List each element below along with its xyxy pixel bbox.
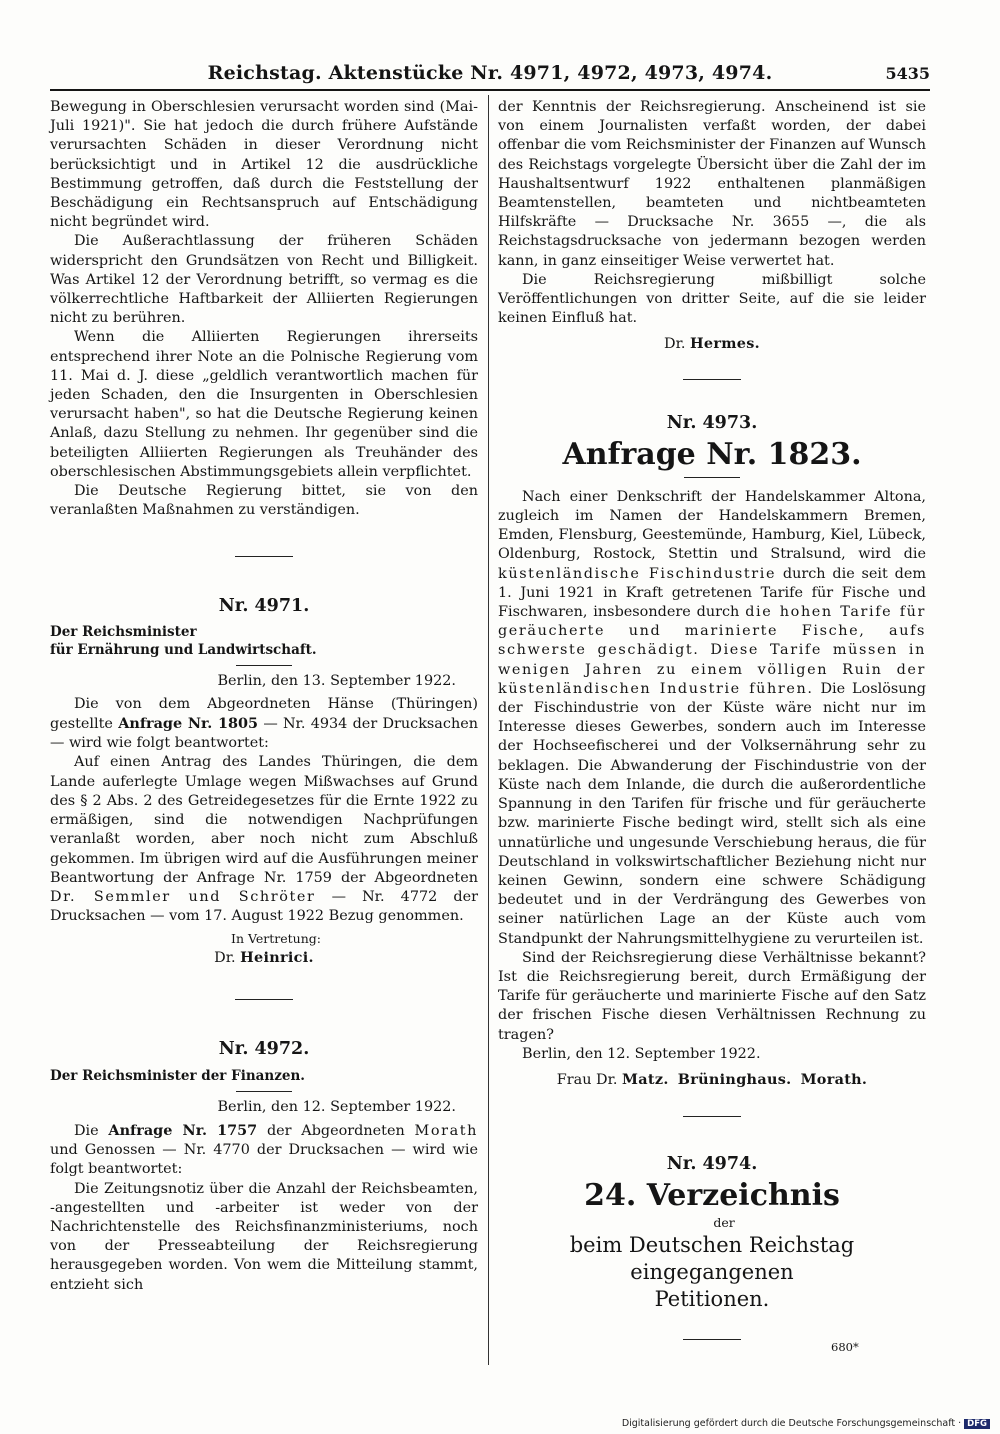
header-title: Reichstag. Aktenstücke Nr. 4971, 4972, 4973, 4974.: [207, 62, 773, 84]
right-column: [498, 98, 926, 1340]
nr-4971-representation: In Vertretung:: [231, 931, 321, 947]
nr-4974-subtitle-line-2: Petitionen.: [654, 1287, 770, 1312]
header-rule: [50, 89, 930, 91]
nr-4974-title: 24. Verzeichnis: [584, 1178, 840, 1214]
intro-paragraph-1: Bewegung in Oberschlesien verursacht worden sind (Mai-Juli 1921)". Sie hat jedoch die durch frühere Aufstände verursachten Schäden in dieser Verordnung nicht berücksichtigt und in Artikel 12 die ausdrückliche Bestimmung getroffen, daß durch die Feststellung der Beschädigung ein Rechtsanspruch auf Entschädigung nicht begründet wird.: [50, 99, 478, 231]
deputy-names: Dr. Semmler und Schröter: [50, 888, 316, 905]
nr-4974-der: der: [713, 1215, 735, 1231]
nr-4973-paragraph-2: Sind der Reichsregierung diese Verhältnisse bekannt? Ist die Reichsregierung bereit, durch Ermäßigung der Tarife für geräucherte und marinierte Fische auf den Satz der frischen Fische diesen Verhältnissen Rechnung zu tragen?: [498, 949, 926, 1043]
page-foot-mark: 680*: [831, 1340, 859, 1354]
nr-4972-signature: Dr. Hermes.: [664, 335, 760, 353]
page-header: [50, 62, 930, 88]
nr-4973-title: Anfrage Nr. 1823.: [562, 436, 862, 472]
inquiry-reference: Anfrage Nr. 1805: [118, 715, 259, 733]
nr-4971-sender-line-1: Der Reichsminister: [50, 623, 197, 640]
nr-4972-continued-paragraph-2: Die Reichsregierung mißbilligt solche Veröffentlichungen von dritter Seite, auf die sie leider keinen Einfluß hat.: [498, 271, 926, 327]
page-number: 5435: [885, 64, 930, 83]
nr-4973-paragraph-1: Nach einer Denkschrift der Handelskammer Altona, zugleich im Namen der Handelskammern Bremen, Emden, Flensburg, Geestemünde, Hamburg, Kiel, Lübeck, Oldenburg, Rostock, Stettin und Stralsund, wird die küstenländische Fischindustrie durch die seit dem 1. Juni 1921 in Kraft getretenen Tarife für Fische und Fischwaren, insbesondere durch die hohen Tarife für geräucherte und marinierte Fische, aufs schwerste geschädigt. Diese Tarife müssen in wenigen Jahren zu einem völligen Ruin der küstenländischen Industrie führen. Die Loslösung der Fischindustrie von der Küste wäre nicht nur im Interesse dieses Gewerbes, sondern auch im Interesse der Hochseefischerei und der Volksernährung sehr zu beklagen. Die Abwanderung der Fischindustrie von der Küste nach dem Inlande, die durch die außerordentliche Spannung in den Tarifen für frische und für geräucherte bzw. marinierte Fische bedingt wird, stellt sich als eine unnatürliche und ungesunde Verschiebung heraus, die für Deutschland in volkswirtschaftlicher Beziehung nicht nur keinen Gewinn, sondern eine schwere Schädigung bedeutet und in der Verdrängung des Gewerbes von seiner natürlichen Lage an der Küste auch vom Standpunkt der Nahrungsmittelhygiene zu verurteilen ist.: [498, 488, 927, 947]
intro-paragraph-4: Die Deutsche Regierung bittet, sie von den veranlaßten Maßnahmen zu verständigen.: [50, 483, 478, 519]
nr-4972-continued-paragraph-1: der Kenntnis der Reichsregierung. Anscheinend ist sie von einem Journalisten verfaßt worden, der dabei offenbar die vom Reichsminister der Finanzen auf Wunsch des Reichstags vorgelegte Übersicht über die Zahl der im Haushaltsentwurf 1922 enthaltenen planmäßigen Beamtenstellen, beamteten und nichtbeamteten Hilfskräfte — Drucksache Nr. 3655 —, die als Reichstagsdrucksache von jedermann bezogen werden kann, in ganz einseitiger Weise verwertet hat.: [498, 99, 926, 269]
nr-4973-signatures: Frau Dr. Matz. Brüninghaus. Morath.: [556, 1070, 868, 1088]
nr-4974-subtitle-line-1: beim Deutschen Reichstag eingegangenen: [569, 1233, 855, 1285]
nr-4971-paragraph-2: Auf einen Antrag des Landes Thüringen, die dem Lande auferlegte Umlage wegen Mißwachses auf Grund des § 2 Abs. 2 des Getreidegesetzes für die Ernte 1922 zu ermäßigen, sind die notwendigen Nachprüfungen veranlaßt worden, aber noch nicht zum Abschluß gekommen. Im übrigen wird auf die Ausführungen meiner Beantwortung der Anfrage Nr. 1759 der Abgeordneten Dr. Semmler und Schröter — Nr. 4772 der Drucksachen — vom 17. August 1922 Bezug genommen.: [50, 754, 479, 925]
intro-paragraph-3: Wenn die Alliierten Regierungen ihrerseits entsprechend ihrer Note an die Polnische Regierung vom 11. Mai d. J. diese „geldlich verantwortlich machen für jeden Schaden, den die Insurgenten in Oberschlesien verursacht haben", so hat die Deutsche Regierung keinen Anlaß, dazu Stellung zu nehmen. Ihr gegenüber sind die beteiligten Alliierten Regierungen als Treuhänder des oberschlesischen Abstimmungsgebiets allein verpflichtet.: [50, 329, 478, 480]
left-column: [50, 98, 478, 1295]
inquiry-reference: Anfrage Nr. 1757: [108, 1121, 258, 1139]
digitization-footer: [622, 1418, 990, 1429]
nr-4971-signature: Dr. Heinrici.: [214, 949, 314, 967]
nr-4972-date: Berlin, den 12. September 1922.: [217, 1098, 456, 1115]
nr-4972-sender: Der Reichsminister der Finanzen.: [50, 1067, 305, 1084]
column-divider: [488, 95, 489, 1365]
section-separator: [683, 1339, 741, 1340]
nr-4971-heading: Nr. 4971.: [218, 596, 310, 617]
nr-4971-paragraph-1: Die von dem Abgeordneten Hänse (Thüringen) gestellte Anfrage Nr. 1805 — Nr. 4934 der Drucksachen — wird wie folgt beantwortet:: [50, 695, 479, 752]
nr-4972-paragraph-1: Die Anfrage Nr. 1757 der Abgeordneten Morath und Genossen — Nr. 4770 der Drucksachen — wird wie folgt beantwortet:: [50, 1121, 479, 1178]
nr-4972-heading: Nr. 4972.: [218, 1038, 310, 1059]
dfg-logo: DFG: [964, 1419, 990, 1429]
nr-4972-paragraph-2: Die Zeitungsnotiz über die Anzahl der Reichsbeamten, -angestellten und -arbeiter ist weder von der Nachrichtenstelle des Reichsfinanzministeriums, noch von der Presseabteilung der Reichsregierung herausgegeben worden. Von wem die Mitteilung stammt, entzieht sich: [50, 1180, 478, 1293]
intro-paragraph-2: Die Außerachtlassung der früheren Schäden widerspricht den Grundsätzen von Recht und Billigkeit. Was Artikel 12 der Verordnung betrifft, so vermag es die völkerrechtliche Haftbarkeit der Alliierten Regierungen nicht zu berühren.: [50, 233, 478, 327]
deputy-names: Morath: [414, 1122, 479, 1139]
nr-4971-sender-line-2: für Ernährung und Landwirtschaft.: [50, 641, 317, 658]
nr-4971-date: Berlin, den 13. September 1922.: [217, 672, 456, 689]
nr-4973-heading: Nr. 4973.: [666, 412, 758, 433]
nr-4973-date: Berlin, den 12. September 1922.: [522, 1045, 761, 1062]
footer-text: Digitalisierung gefördert durch die Deutsche Forschungsgemeinschaft ·: [621, 1418, 962, 1429]
nr-4974-heading: Nr. 4974.: [666, 1154, 758, 1175]
